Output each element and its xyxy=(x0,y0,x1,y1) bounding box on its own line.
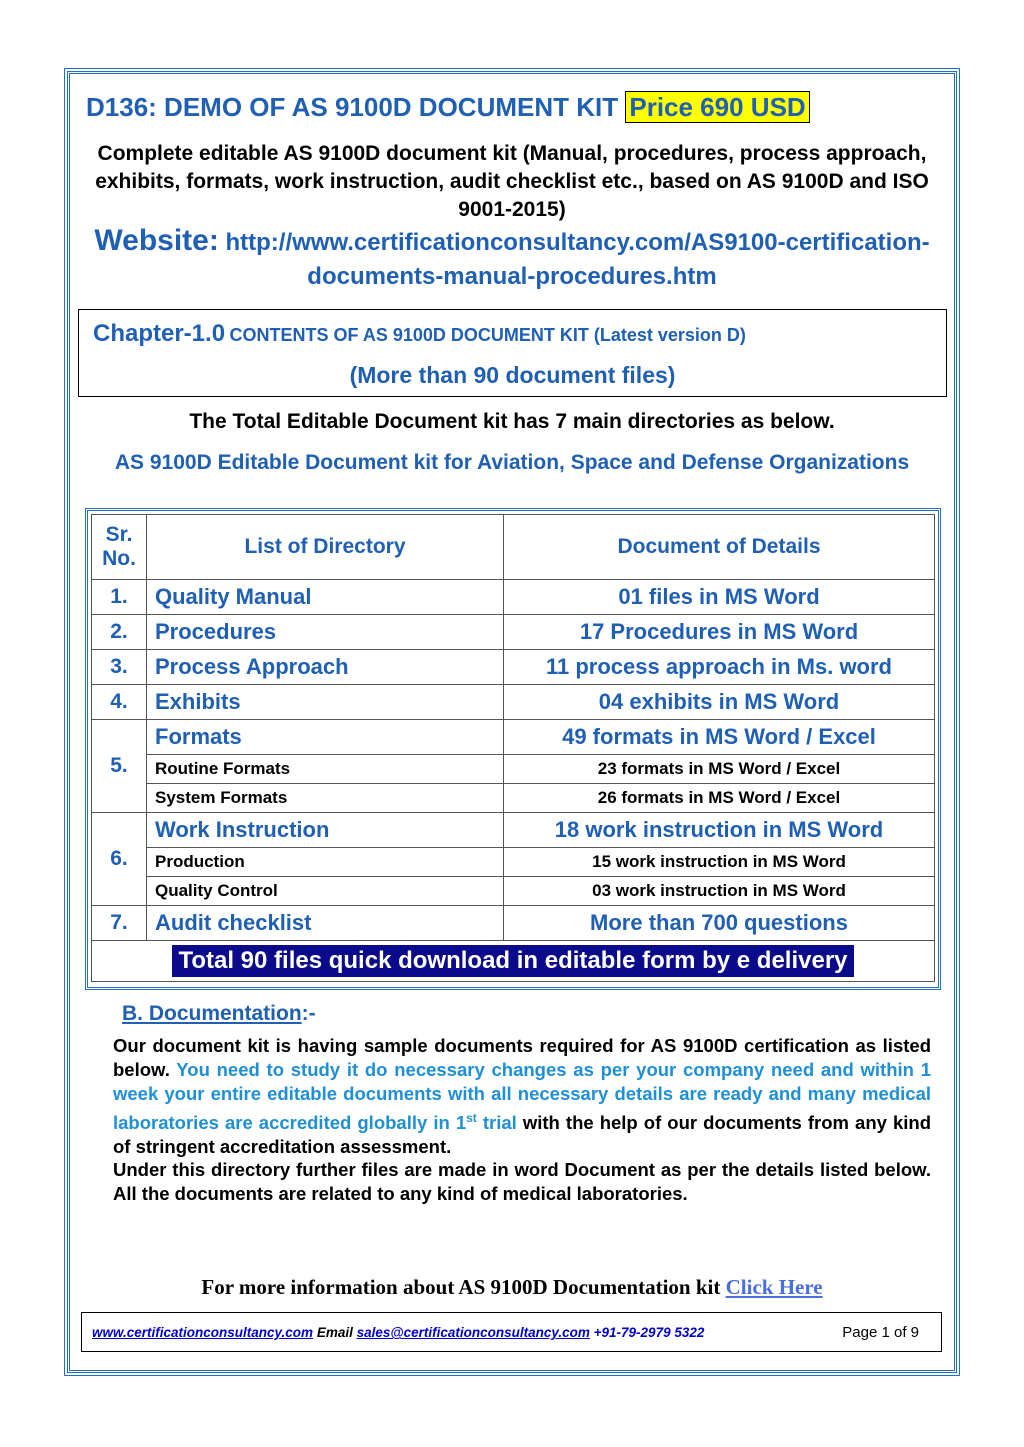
kit-subtitle: AS 9100D Editable Document kit for Aviation, Space and Defense Organizations xyxy=(114,451,910,474)
footer-site-link[interactable]: www.certificationconsultancy.com xyxy=(92,1325,314,1340)
documentation-heading-text: B. Documentation xyxy=(122,1002,302,1025)
subrow-directory: Routine Formats xyxy=(147,755,504,784)
subrow-directory: System Formats xyxy=(147,784,504,813)
p1-sup: st xyxy=(466,1111,477,1125)
row-directory: Quality Manual xyxy=(147,580,504,615)
table-subrow xyxy=(92,755,935,784)
table-row xyxy=(92,906,935,941)
footer-contact xyxy=(92,1325,704,1340)
subrow-details: 26 formats in MS Word / Excel xyxy=(504,784,935,813)
chapter-heading xyxy=(93,320,746,348)
row-sr: 6. xyxy=(92,813,147,906)
table-subrow xyxy=(92,848,935,877)
website-url[interactable]: http://www.certificationconsultancy.com/AS9100-certification-documents-manual-procedures.htm xyxy=(225,229,930,290)
chapter-title: CONTENTS OF AS 9100D DOCUMENT KIT (Latest version D) xyxy=(229,325,746,345)
table-row xyxy=(92,720,935,755)
row-directory: Exhibits xyxy=(147,685,504,720)
row-directory: Work Instruction xyxy=(147,813,504,848)
documentation-paragraph-2: Under this directory further files are made in word Document as per the details listed below. All the documents are related to any kind of medical laboratories. xyxy=(113,1159,931,1204)
row-sr: 2. xyxy=(92,615,147,650)
directory-table xyxy=(91,514,935,982)
header-details: Document of Details xyxy=(504,515,935,580)
table-subrow xyxy=(92,877,935,906)
table-row xyxy=(92,615,935,650)
p1-start: Our document kit is having sample documents required for AS 9100D certification as listed below. xyxy=(113,1035,931,1080)
table-row xyxy=(92,685,935,720)
table-row xyxy=(92,580,935,615)
website-line xyxy=(88,224,936,294)
footer-email-link[interactable]: sales@certificationconsultancy.com xyxy=(356,1325,590,1340)
footer-email-label: Email xyxy=(316,1325,353,1340)
row-directory: Procedures xyxy=(147,615,504,650)
row-details: 17 Procedures in MS Word xyxy=(504,615,935,650)
page-title xyxy=(86,92,942,123)
row-details: 11 process approach in Ms. word xyxy=(504,650,935,685)
table-subrow xyxy=(92,784,935,813)
documentation-paragraph-1 xyxy=(113,1034,931,1159)
directory-table-frame xyxy=(85,508,941,990)
row-sr: 1. xyxy=(92,580,147,615)
chapter-number: Chapter-1.0 xyxy=(93,320,226,347)
p1-blue2: trial xyxy=(482,1112,517,1134)
subrow-details: 03 work instruction in MS Word xyxy=(504,877,935,906)
documentation-heading xyxy=(122,1002,316,1026)
total-banner: Total 90 files quick download in editable form by e delivery xyxy=(172,945,853,977)
table-row xyxy=(92,813,935,848)
table-header-row xyxy=(92,515,935,580)
subrow-directory: Quality Control xyxy=(147,877,504,906)
row-sr: 7. xyxy=(92,906,147,941)
p1-end: with the help of our documents from any kind of stringent accreditation assessment. xyxy=(113,1112,932,1158)
more-info-line xyxy=(88,1275,936,1300)
row-details: 18 work instruction in MS Word xyxy=(504,813,935,848)
row-directory: Audit checklist xyxy=(147,906,504,941)
table-row xyxy=(92,650,935,685)
intro-text: Complete editable AS 9100D document kit (Manual, procedures, process approach, exhibits, formats, work instruction, audit checklist etc., based on AS 9100D and ISO 9001-2015) xyxy=(95,142,929,221)
subrow-details: 15 work instruction in MS Word xyxy=(504,848,935,877)
more-info-text: For more information about AS 9100D Documentation kit xyxy=(201,1275,721,1299)
click-here-link[interactable]: Click Here xyxy=(725,1275,823,1299)
header-directory: List of Directory xyxy=(147,515,504,580)
subrow-details: 23 formats in MS Word / Excel xyxy=(504,755,935,784)
row-sr: 3. xyxy=(92,650,147,685)
p1-blue: You need to study it do necessary changes as per your company need and within 1 week your entire editable documents with all necessary details are ready and many medical laboratories are accredited globally in 1 xyxy=(113,1059,931,1134)
title-text: D136: DEMO OF AS 9100D DOCUMENT KIT xyxy=(86,92,619,122)
total-cell xyxy=(92,941,935,982)
documentation-heading-suffix: :- xyxy=(301,1002,316,1025)
price-badge: Price 690 USD xyxy=(625,91,809,123)
total-directories-text: The Total Editable Document kit has 7 main directories as below. xyxy=(189,410,835,433)
row-details: 49 formats in MS Word / Excel xyxy=(504,720,935,755)
row-details: 04 exhibits in MS Word xyxy=(504,685,935,720)
footer xyxy=(81,1312,942,1352)
table-total-row xyxy=(92,941,935,982)
row-details: 01 files in MS Word xyxy=(504,580,935,615)
row-details: More than 700 questions xyxy=(504,906,935,941)
website-label: Website: xyxy=(94,224,219,257)
subrow-directory: Production xyxy=(147,848,504,877)
row-directory: Formats xyxy=(147,720,504,755)
chapter-box xyxy=(78,309,947,397)
row-sr: 5. xyxy=(92,720,147,813)
header-sr: Sr. No. xyxy=(92,515,147,580)
row-directory: Process Approach xyxy=(147,650,504,685)
chapter-files: (More than 90 document files) xyxy=(349,362,676,388)
page-number: Page 1 of 9 xyxy=(842,1324,919,1341)
row-sr: 4. xyxy=(92,685,147,720)
footer-phone: +91-79-2979 5322 xyxy=(593,1325,705,1340)
